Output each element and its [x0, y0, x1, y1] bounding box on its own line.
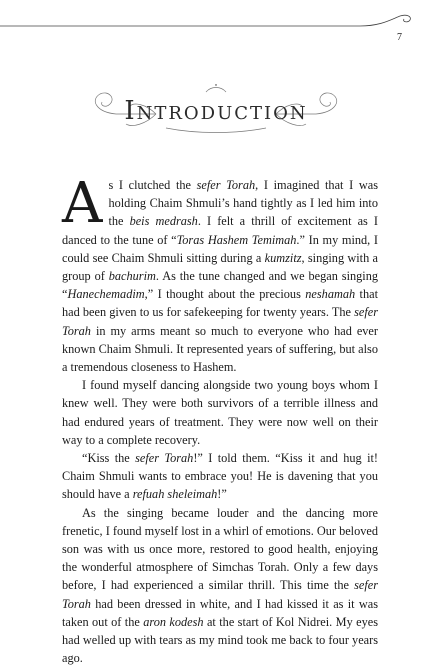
text-run: . As the tune changed and we began singing “: [62, 269, 378, 302]
text-run: I found myself dancing alongside two young boys whom I knew well. They were both survivors of a terrible illness and had endured years of treatment. They were now well on their way to a complete recovery.: [62, 378, 378, 447]
italic-term: Hanechemadim: [67, 287, 145, 302]
text-run: !”: [217, 487, 227, 502]
italic-term: Toras Hashem Temimah: [176, 232, 297, 247]
text-run: had been dressed in white, and I had kissed it as it was taken out of the: [62, 596, 378, 629]
chapter-title: Introduction: [124, 96, 308, 126]
italic-term: neshamah: [305, 287, 356, 302]
paragraph: [62, 171, 378, 376]
text-run: s I clutched the: [108, 178, 197, 192]
italic-term: sefer Torah: [62, 305, 378, 338]
paragraph: [62, 449, 378, 504]
text-run: .” In my mind, I could see Chaim Shmuli sitting during a: [62, 232, 378, 265]
italic-term: refuah sheleimah: [132, 487, 218, 502]
italic-term: sefer Torah: [62, 578, 378, 611]
text-run: . I felt a thrill of excitement as I danced to the tune of “: [62, 214, 378, 247]
text-run: that had been given to us for safekeeping for twenty years. The: [62, 287, 378, 320]
page-number: 7: [397, 32, 402, 43]
text-run: As the singing became louder and the dancing more frenetic, I found myself lost in a whirl of emotions. Our beloved son was with us once more, restored to good health, enjoying the wonderful atmosphere of Simchas Torah. Only a few days before, I had experienced a similar thrill. This time the: [62, 505, 378, 593]
text-run: at the start of Kol Nidrei. My eyes had welled up with tears as my mind took me back to four years ago.: [62, 614, 378, 666]
text-run: “Kiss the: [82, 451, 136, 466]
text-run: , singing with a group of: [62, 250, 378, 284]
header-flourish-rule: [0, 10, 432, 40]
paragraph: [62, 376, 378, 449]
italic-term: sefer Torah: [135, 451, 194, 466]
text-run: !” I told them. “Kiss it and hug it! Chaim Shmuli wants to embrace you! He is davening that you should have a: [62, 451, 378, 502]
drop-cap: A: [62, 171, 103, 236]
italic-term: sefer Torah: [196, 178, 256, 192]
text-run: in my arms meant so much to everyone who had ever known Chaim Shmuli. It represented years of suffering, but also a tremendous closeness to Hashem.: [62, 323, 378, 375]
body-text: [62, 171, 378, 667]
text-run: ,” I thought about the precious: [144, 287, 306, 302]
italic-term: bachurim: [108, 269, 156, 284]
text-run: , I imagined that I was holding Chaim Shmuli’s hand tightly as I led him into the: [108, 178, 378, 229]
paragraph: [62, 504, 378, 667]
italic-term: aron kodesh: [143, 614, 204, 629]
italic-term: beis medrash: [129, 214, 198, 229]
italic-term: kumzitz: [264, 250, 302, 265]
